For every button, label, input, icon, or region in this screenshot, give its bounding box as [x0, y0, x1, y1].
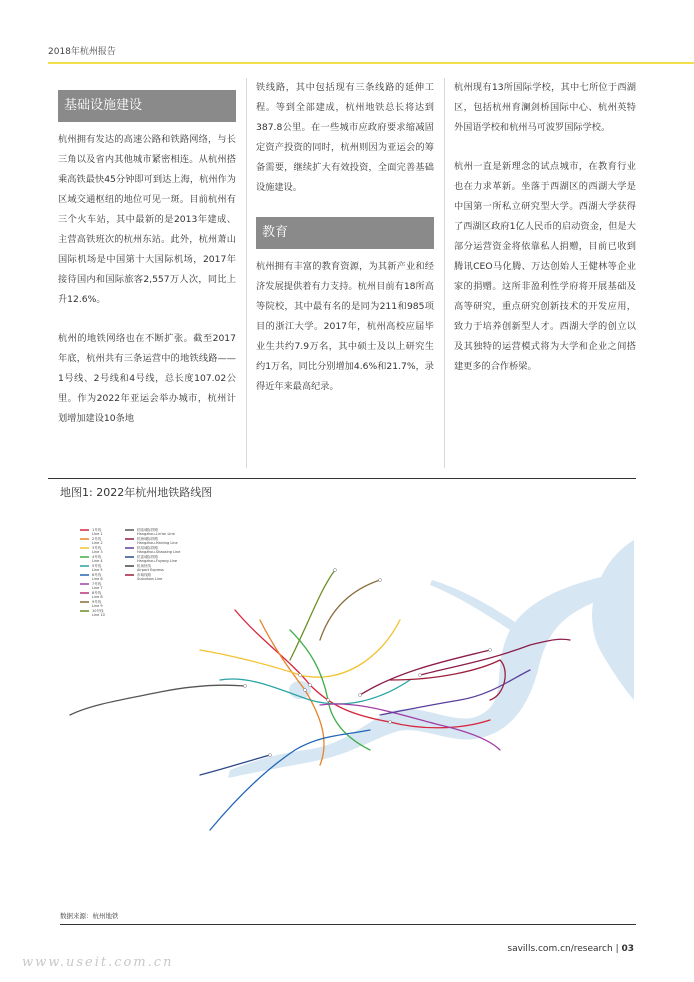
legend-label: 3号线 [92, 546, 102, 550]
footer-site-link[interactable]: savills.com.cn/research [507, 944, 613, 954]
map-legend [80, 527, 180, 617]
legend-label: 1号线 [92, 528, 102, 532]
river-upper-branch [430, 580, 515, 630]
haining-line-path [420, 639, 570, 675]
figure-bottom-rule [60, 924, 636, 925]
legend-label: 2号线 [92, 537, 102, 541]
legend-label: 杭海城际铁路 [137, 537, 158, 541]
footer-separator: | [612, 944, 622, 954]
legend-label: 5号线 [92, 564, 102, 568]
legend-sublabel: Airport Express [137, 568, 164, 572]
line-10-path [290, 570, 335, 660]
legend-sublabel: Line 2 [92, 541, 103, 545]
section-title-education: 教育 [256, 217, 434, 249]
legend-sublabel: Line 6 [92, 577, 103, 581]
data-source-note: 数据来源：杭州地铁 [60, 912, 119, 920]
legend-sublabel: Hangzhou-Haining Line [137, 541, 178, 545]
river-east-estuary [592, 540, 634, 700]
legend-sublabel: Hangzhou-Fuyang Line [137, 559, 177, 563]
legend-label: 10号线 [92, 609, 104, 613]
page-footer [507, 944, 634, 954]
paragraph-infrastructure-1: 杭州拥有发达的高速公路和铁路网络，与长三角以及省内其他城市紧密相连。从杭州搭乘高铁最快45分钟即可到达上海，杭州作为区域交通枢纽的地位可见一斑。目前杭州有三个火车站，其中最新的是2013年建成、主营高铁班次的杭州东站。此外，杭州萧山国际机场是中国第十大国际机场，2017年接待国内和国际旅客2,557万人次，同比上升12.6%。 [58, 134, 236, 305]
suburban-line-path [390, 660, 505, 700]
legend-label: 杭临城际铁路 [137, 528, 158, 532]
paragraph-education-2: 杭州现有13所国际学校，其中七所位于西湖区，包括杭州育澜剑桥国际中心、杭州英特外国语学校和杭州马可波罗国际学校。 [454, 82, 636, 133]
watermark: www.useit.com.cn [22, 955, 174, 970]
paragraph-infrastructure-3: 铁线路，其中包括现有三条线路的延伸工程。等到全部建成，杭州地铁总长将达到387.8公里。在一些城市应政府要求缩减固定资产投资的同时，杭州则因为亚运会的筹备需要，继续扩大有效投资，全面完善基础设施建设。 [256, 82, 434, 193]
legend-label: 7号线 [92, 582, 102, 586]
legend-sublabel: Hangzhou-Lin'an Line [137, 532, 175, 536]
metro-map [60, 500, 634, 910]
section-title-infrastructure: 基础设施建设 [58, 90, 236, 122]
paragraph-education-3: 杭州一直是新理念的试点城市，在教育行业也在力求革新。坐落于西湖区的西湖大学是中国第一所私立研究型大学。西湖大学获得了西湖区政府1亿人民币的启动资金，但是大部分运营资金将依靠私人捐赠，目前已收到腾讯CEO马化腾、万达创始人王健林等企业家的捐赠。这所非盈利性学府将开展基础及高等研究，重点研究创新技术的开发应用，致力于培养创新型人才。西湖大学的创立以及其独特的运营模式将为大学和企业之间搭建更多的合作桥梁。 [454, 161, 636, 372]
legend-sublabel: Line 3 [92, 550, 103, 554]
paragraph-education-1: 杭州拥有丰富的教育资源，为其新产业和经济发展提供着有力支持。杭州目前有18所高等院校，其中最有名的是同为211和985项目的浙江大学。2017年，杭州高校应届毕业生共约7.9万名，其中硕士及以上研究生约1万名，同比分别增加4.6%和21.7%，录得近年来最高纪录。 [256, 261, 434, 392]
report-header-title: 2018年杭州报告 [48, 47, 116, 57]
legend-sublabel: Line 5 [92, 568, 103, 572]
legend-sublabel: Line 10 [92, 613, 105, 617]
map-title: 地图1: 2022年杭州地铁路线图 [60, 486, 213, 499]
figure-top-rule [48, 478, 636, 479]
legend-label: 市域线路 [137, 573, 151, 577]
column-divider [444, 78, 445, 468]
legend-sublabel: Line 9 [92, 604, 103, 608]
paragraph-infrastructure-2: 杭州的地铁网络也在不断扩张。截至2017年底，杭州共有三条运营中的地铁线路——1号线、2号线和4号线，总长度107.02公里。作为2022年亚运会举办城市，杭州计划增加建设10条地 [58, 333, 236, 424]
legend-sublabel: Line 8 [92, 595, 103, 599]
column-1 [58, 84, 236, 448]
legend-sublabel: Line 1 [92, 532, 103, 536]
legend-sublabel: Line 7 [92, 586, 103, 590]
line-1-path [235, 610, 490, 728]
legend-sublabel: Suburban Line [137, 577, 163, 581]
line-3-path [200, 620, 400, 677]
legend-sublabel: Line 4 [92, 559, 103, 563]
legend-label: 杭富城际铁路 [137, 555, 158, 559]
header-accent-line [48, 62, 694, 64]
legend-label: 9号线 [92, 600, 102, 604]
linan-line-path [70, 685, 245, 715]
column-3 [454, 78, 636, 396]
line-8-path [360, 650, 490, 695]
legend-label: 4号线 [92, 555, 102, 559]
legend-label: 机场快线 [137, 564, 151, 568]
legend-sublabel: Hangzhou-Shaoxing Line [137, 550, 181, 554]
legend-label: 杭绍城际铁路 [137, 546, 158, 550]
line-9-path [320, 580, 380, 640]
column-divider [246, 78, 247, 468]
qiantang-river [228, 570, 634, 778]
column-2 [256, 78, 434, 416]
legend-label: 6号线 [92, 573, 102, 577]
page-number: 03 [621, 944, 634, 954]
legend-label: 8号线 [92, 591, 102, 595]
